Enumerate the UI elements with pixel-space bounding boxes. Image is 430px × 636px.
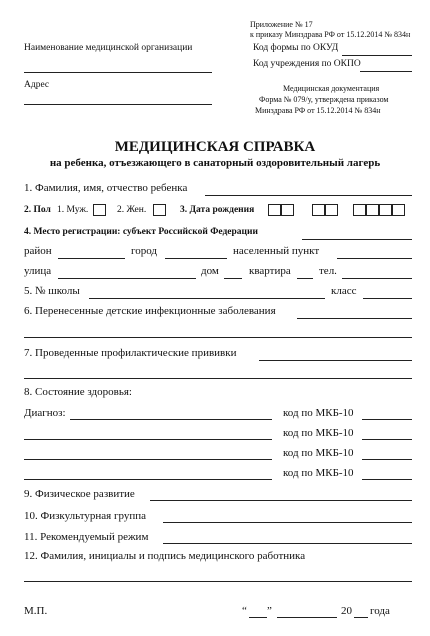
mkb-label-3: код по МКБ-10 xyxy=(283,447,354,459)
birth-date-label: 3. Дата рождения xyxy=(180,205,255,215)
infections-field-1[interactable] xyxy=(297,318,412,319)
address-label: Адрес xyxy=(24,80,50,90)
diagnosis-field-1[interactable] xyxy=(70,419,272,420)
okud-label: Код формы по ОКУД xyxy=(253,43,339,53)
registration-label: 4. Место регистрации: субъект Российской Федерации xyxy=(24,227,258,237)
infections-field-2[interactable] xyxy=(24,337,412,338)
address-field[interactable] xyxy=(24,104,212,105)
phone-field[interactable] xyxy=(342,278,412,279)
street-field[interactable] xyxy=(58,278,196,279)
date-century: 20 xyxy=(341,605,352,617)
date-year-field[interactable] xyxy=(354,617,368,618)
diagnosis-field-4[interactable] xyxy=(24,479,272,480)
org-name-label: Наименование медицинской организации xyxy=(24,43,193,53)
sex-male-checkbox[interactable] xyxy=(93,204,106,216)
regime-field[interactable] xyxy=(163,543,412,544)
birth-date-year-3[interactable] xyxy=(379,204,392,216)
city-field[interactable] xyxy=(165,258,227,259)
vaccinations-field-1[interactable] xyxy=(259,360,412,361)
street-label: улица xyxy=(24,265,52,277)
mkb-label-1: код по МКБ-10 xyxy=(283,407,354,419)
pe-group-field[interactable] xyxy=(163,522,412,523)
date-month-field[interactable] xyxy=(277,617,337,618)
class-field[interactable] xyxy=(363,298,412,299)
appendix-line-2: к приказу Минздрава РФ от 15.12.2014 № 834н xyxy=(250,30,411,39)
district-label: район xyxy=(24,245,52,257)
doc-line-1: Медицинская документация xyxy=(283,84,380,93)
child-name-label: 1. Фамилия, имя, отчество ребенка xyxy=(24,182,188,194)
vaccinations-field-2[interactable] xyxy=(24,378,412,379)
phone-label: тел. xyxy=(319,265,337,277)
apartment-label: квартира xyxy=(249,265,291,277)
doc-line-2: Форма № 079/у, утверждена приказом xyxy=(259,95,389,104)
diagnosis-field-2[interactable] xyxy=(24,439,272,440)
page-subtitle: на ребенка, отъезжающего в санаторный оздоровительный лагерь xyxy=(49,157,381,169)
child-name-field[interactable] xyxy=(205,195,412,196)
mkb-field-3[interactable] xyxy=(362,459,412,460)
pe-group-label: 10. Физкультурная группа xyxy=(24,510,146,522)
mkb-label-4: код по МКБ-10 xyxy=(283,467,354,479)
vaccinations-label: 7. Проведенные профилактические прививки xyxy=(24,347,237,359)
org-name-field[interactable] xyxy=(24,72,212,73)
house-field[interactable] xyxy=(224,278,242,279)
birth-date-year-2[interactable] xyxy=(366,204,379,216)
sex-female-checkbox[interactable] xyxy=(153,204,166,216)
medical-worker-label: 12. Фамилия, инициалы и подпись медицинского работника xyxy=(24,550,306,562)
okpo-field[interactable] xyxy=(360,71,412,72)
date-day-field[interactable] xyxy=(249,617,267,618)
birth-date-year-4[interactable] xyxy=(392,204,405,216)
birth-date-month-2[interactable] xyxy=(325,204,338,216)
mkb-field-2[interactable] xyxy=(362,439,412,440)
stamp-label: М.П. xyxy=(24,605,48,617)
birth-date-day-2[interactable] xyxy=(281,204,294,216)
health-state-label: 8. Состояние здоровья: xyxy=(24,386,132,398)
doc-line-3: Минздрава РФ от 15.12.2014 № 834н xyxy=(255,106,381,115)
diagnosis-field-3[interactable] xyxy=(24,459,272,460)
diagnosis-label: Диагноз: xyxy=(24,407,66,419)
physical-development-label: 9. Физическое развитие xyxy=(24,488,135,500)
sex-label: 2. Пол xyxy=(24,205,51,215)
school-field[interactable] xyxy=(89,298,325,299)
settlement-field[interactable] xyxy=(337,258,412,259)
region-field[interactable] xyxy=(302,239,412,240)
mkb-field-1[interactable] xyxy=(362,419,412,420)
date-close-quote: ” xyxy=(267,605,272,617)
okpo-label: Код учреждения по ОКПО xyxy=(253,59,361,69)
house-label: дом xyxy=(201,265,219,277)
mkb-field-4[interactable] xyxy=(362,479,412,480)
school-label: 5. № школы xyxy=(24,285,80,297)
apartment-field[interactable] xyxy=(297,278,313,279)
date-open-quote: “ xyxy=(242,605,247,617)
sex-female-label: 2. Жен. xyxy=(117,205,147,215)
year-label: года xyxy=(370,605,390,617)
infections-label: 6. Перенесенные детские инфекционные заболевания xyxy=(24,305,276,317)
appendix-line-1: Приложение № 17 xyxy=(250,20,313,29)
regime-label: 11. Рекомендуемый режим xyxy=(24,531,149,543)
settlement-label: населенный пункт xyxy=(233,245,320,257)
page-title: МЕДИЦИНСКАЯ СПРАВКА xyxy=(114,139,316,155)
okud-field[interactable] xyxy=(342,55,412,56)
class-label: класс xyxy=(331,285,357,297)
city-label: город xyxy=(131,245,158,257)
mkb-label-2: код по МКБ-10 xyxy=(283,427,354,439)
sex-male-label: 1. Муж. xyxy=(57,205,89,215)
birth-date-year-1[interactable] xyxy=(353,204,366,216)
birth-date-day-1[interactable] xyxy=(268,204,281,216)
birth-date-month-1[interactable] xyxy=(312,204,325,216)
physical-development-field[interactable] xyxy=(150,500,412,501)
medical-worker-field[interactable] xyxy=(24,581,412,582)
district-field[interactable] xyxy=(58,258,125,259)
